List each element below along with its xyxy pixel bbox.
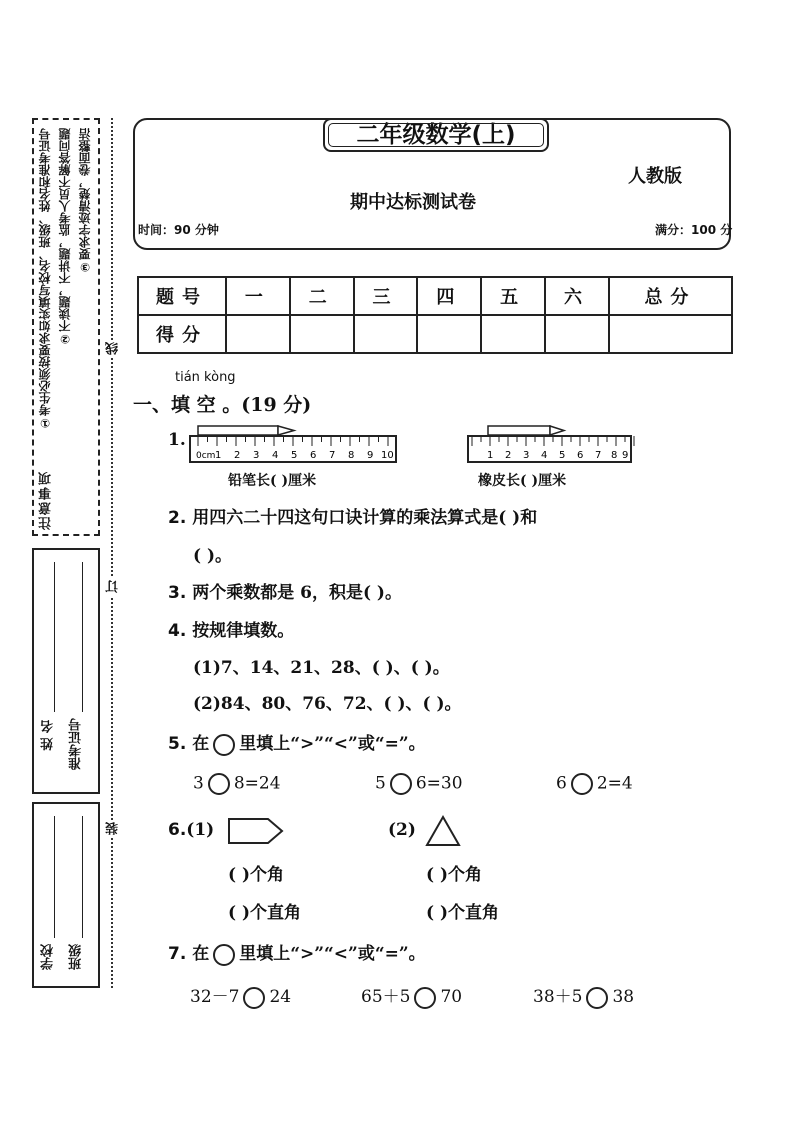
q5 xyxy=(168,729,426,756)
q5-item-2 xyxy=(375,773,463,795)
q5-item-1-right: 8=24 xyxy=(233,773,281,794)
score-table xyxy=(137,276,733,354)
notice-line-1: ①考生必须按要求如实填写校名、班级、姓名和准考证号 xyxy=(38,128,52,430)
ruler1-label-8: 8 xyxy=(348,450,355,461)
edition-label: 人教版 xyxy=(628,166,682,187)
q7-item-2-left: 65＋5 xyxy=(361,987,411,1007)
ruler1-label-9: 9 xyxy=(367,450,374,461)
ruler2-label-6: 6 xyxy=(577,450,584,461)
ruler1-label-6: 6 xyxy=(310,450,317,461)
score-cell[interactable] xyxy=(354,315,418,353)
score-table-score-row xyxy=(138,315,732,353)
compare-circle[interactable] xyxy=(586,987,608,1009)
notice-label: 注意事项 xyxy=(39,470,54,530)
q1-number: 1. xyxy=(168,430,186,450)
th-6: 六 xyxy=(545,277,609,315)
q3 xyxy=(168,578,402,603)
th-2: 二 xyxy=(290,277,354,315)
q4-sequence-2[interactable]: (2)84、80、76、72、( )、( )。 xyxy=(193,694,462,714)
bind-char-ding: 订 xyxy=(104,578,120,596)
q7-item-3 xyxy=(533,982,634,1009)
q7-item-2-right: 70 xyxy=(440,987,463,1007)
th-4: 四 xyxy=(417,277,481,315)
student-info-box xyxy=(32,548,100,794)
bind-char-xian: 线 xyxy=(104,340,120,358)
name-label: 姓 名 xyxy=(41,720,56,751)
circle-icon xyxy=(213,734,235,756)
th-total: 总分 xyxy=(609,277,732,315)
th-3: 三 xyxy=(354,277,418,315)
pencil-icon xyxy=(198,426,294,435)
school-label: 学校 xyxy=(41,944,56,970)
binding-dotted-line xyxy=(111,118,113,988)
compare-circle[interactable] xyxy=(243,987,265,1009)
notice-box xyxy=(32,118,100,536)
q6-shape1-right-angles[interactable]: ( )个直角 xyxy=(228,903,302,923)
triangle-shape-icon xyxy=(424,814,462,848)
pencil-ruler-illustration xyxy=(188,424,400,466)
school-field[interactable] xyxy=(54,816,55,938)
pencil-icon xyxy=(488,426,564,435)
ruler2-label-4: 4 xyxy=(541,450,548,461)
q3-text[interactable]: 两个乘数都是 6，积是( )。 xyxy=(192,583,402,603)
circle-icon xyxy=(213,944,235,966)
ruler2-label-2: 2 xyxy=(505,450,512,461)
ruler2-label-8: 8 xyxy=(611,450,618,461)
ruler1-label-2: 2 xyxy=(234,450,241,461)
eraser-length-blank[interactable]: 橡皮长( )厘米 xyxy=(478,473,567,489)
score-cell[interactable] xyxy=(545,315,609,353)
q6-number: 6. xyxy=(168,820,187,840)
q3-number: 3. xyxy=(168,583,187,603)
q7-item-1-right: 24 xyxy=(269,987,292,1007)
compare-circle[interactable] xyxy=(571,773,593,795)
q7-item-1-left: 32－7 xyxy=(190,987,240,1007)
school-info-box xyxy=(32,802,100,988)
compare-circle[interactable] xyxy=(390,773,412,795)
notice-line-2: ②不读题，不讲题，监考人员不解答问题 xyxy=(58,128,72,346)
eraser-ruler-illustration xyxy=(466,424,636,466)
pencil-length-blank[interactable]: 铅笔长( )厘米 xyxy=(228,473,317,489)
bind-char-zhuang: 装 xyxy=(104,820,120,838)
ruler2-label-9: 9 xyxy=(622,450,629,461)
q5-item-3-left: 6 xyxy=(556,773,567,794)
ruler1-label-0: 0cm xyxy=(196,451,216,461)
q2-line1 xyxy=(168,503,537,528)
full-score-label: 满分：100 分 xyxy=(655,223,733,237)
ruler2-label-7: 7 xyxy=(595,450,602,461)
section-pinyin: tián kòng xyxy=(175,370,236,385)
q2-text[interactable]: 用四六二十四这句口诀计算的乘法算式是( )和 xyxy=(192,508,538,528)
score-cell[interactable] xyxy=(481,315,545,353)
q2-line2[interactable]: ( )。 xyxy=(193,546,233,566)
ruler1-label-5: 5 xyxy=(291,450,298,461)
th-5: 五 xyxy=(481,277,545,315)
exam-no-field[interactable] xyxy=(82,562,83,712)
compare-circle[interactable] xyxy=(414,987,436,1009)
exam-subtitle: 期中达标测试卷 xyxy=(350,192,476,213)
q6-shape1-angles[interactable]: ( )个角 xyxy=(228,865,285,885)
q5-after: 里填上“>”“<”或“=”。 xyxy=(239,734,426,754)
ruler1-label-3: 3 xyxy=(253,450,260,461)
q6-shape2-right-angles[interactable]: ( )个直角 xyxy=(426,903,500,923)
q2-number: 2. xyxy=(168,508,187,528)
q5-item-2-right: 6=30 xyxy=(415,773,463,794)
q4-number: 4. xyxy=(168,621,187,641)
q4-text: 按规律填数。 xyxy=(192,621,295,641)
ruler1-label-1: 1 xyxy=(215,450,222,461)
score-cell[interactable] xyxy=(290,315,354,353)
q5-item-3 xyxy=(556,773,633,795)
th-1: 一 xyxy=(226,277,290,315)
q5-item-2-left: 5 xyxy=(375,773,386,794)
q6 xyxy=(168,820,214,840)
q5-before: 在 xyxy=(192,734,210,754)
th-label: 题号 xyxy=(138,277,226,315)
score-cell[interactable] xyxy=(226,315,290,353)
q6-label-1: (1) xyxy=(186,820,215,840)
q4 xyxy=(168,616,294,641)
q6-shape2-angles[interactable]: ( )个角 xyxy=(426,865,483,885)
q7-number: 7. xyxy=(168,944,187,964)
section-title: 一、填 空 。(19 分) xyxy=(133,394,312,416)
notice-line-3: ③要求字迹清楚，卷面整洁 xyxy=(78,128,92,274)
q7-item-2 xyxy=(361,982,462,1009)
compare-circle[interactable] xyxy=(208,773,230,795)
q4-sequence-1[interactable]: (1)7、14、21、28、( )、( )。 xyxy=(193,658,450,678)
q7-after: 里填上“>”“<”或“=”。 xyxy=(239,944,426,964)
q5-item-3-right: 2=4 xyxy=(596,773,633,794)
page-title: 二年级数学(上) xyxy=(323,118,549,152)
name-field[interactable] xyxy=(54,562,55,712)
ruler1-label-7: 7 xyxy=(329,450,336,461)
time-label: 时间：90 分钟 xyxy=(138,223,219,237)
ruler1-label-4: 4 xyxy=(272,450,279,461)
class-label: 班级 xyxy=(69,944,84,970)
q7 xyxy=(168,939,426,966)
q6-label-2: (2) xyxy=(388,820,416,840)
ruler2-label-5: 5 xyxy=(559,450,566,461)
q7-before: 在 xyxy=(192,944,210,964)
score-cell[interactable] xyxy=(417,315,481,353)
q5-number: 5. xyxy=(168,734,187,754)
score-cell[interactable] xyxy=(609,315,732,353)
ruler2-label-1: 1 xyxy=(487,450,494,461)
score-row-label: 得分 xyxy=(138,315,226,353)
pentagon-shape-icon xyxy=(226,816,286,846)
q7-item-1 xyxy=(190,982,291,1009)
q5-item-1 xyxy=(193,773,281,795)
class-field[interactable] xyxy=(82,816,83,938)
q7-item-3-left: 38＋5 xyxy=(533,987,583,1007)
q5-item-1-left: 3 xyxy=(193,773,204,794)
q7-item-3-right: 38 xyxy=(612,987,635,1007)
ruler1-label-10: 10 xyxy=(381,450,394,461)
exam-no-label: 准考证号 xyxy=(69,718,84,770)
score-table-header-row xyxy=(138,277,732,315)
ruler2-label-3: 3 xyxy=(523,450,530,461)
